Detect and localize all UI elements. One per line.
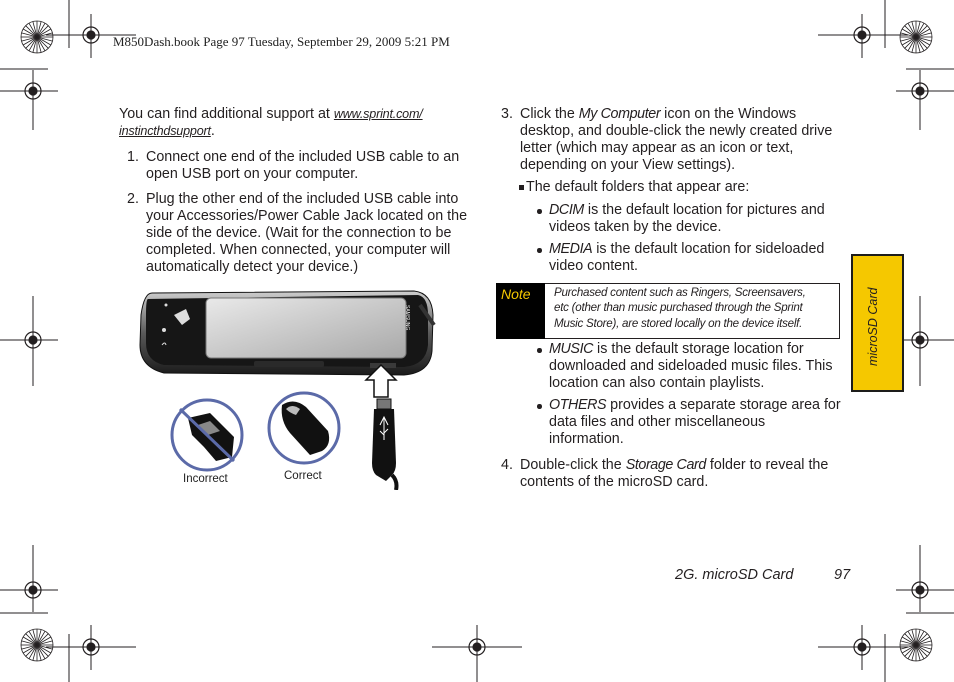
step-2-number: 2.: [127, 191, 139, 207]
step-3-number: 3.: [501, 106, 513, 122]
step-3-prefix: Click the: [520, 106, 579, 122]
my-computer-term: My Computer: [578, 106, 661, 122]
device-brand-text: SAMSUNG: [404, 305, 410, 331]
correct-connector-icon: [269, 393, 339, 463]
folder-media: [549, 241, 849, 275]
support-link[interactable]: www.sprint.com/: [333, 107, 423, 121]
step-3-text: [520, 106, 850, 174]
correct-caption: Correct: [284, 470, 322, 482]
step-2-line: completed. When connected, your computer will: [146, 242, 451, 259]
page-number: 97: [834, 567, 851, 583]
usb-connection-figure: [134, 285, 444, 490]
storage-card-term: Storage Card: [625, 457, 706, 473]
folders-intro: The default folders that appear are:: [526, 179, 750, 195]
folder-desc: information.: [549, 431, 624, 448]
folder-desc: provides a separate storage area for: [606, 397, 841, 413]
note-line: Purchased content such as Ringers, Screensavers,: [554, 286, 806, 299]
note-line: Music Store), are stored locally on the device itself.: [554, 316, 803, 330]
step-1-line: open USB port on your computer.: [146, 166, 359, 183]
step-4-line: contents of the microSD card.: [520, 474, 709, 491]
bullet-icon: [537, 209, 542, 214]
incorrect-connector-icon: [172, 400, 242, 470]
folder-desc: data files and other miscellaneous: [549, 414, 766, 431]
phone-device-icon: [140, 291, 434, 375]
side-tab-label: microSD Card: [866, 287, 880, 366]
step-1-line: Connect one end of the included USB cable to an: [146, 149, 460, 165]
step-3-line: desktop, and double-click the newly created drive: [520, 123, 833, 140]
incorrect-caption: Incorrect: [183, 473, 228, 485]
square-bullet-icon: [519, 185, 524, 190]
step-2-line: automatically detect your device.): [146, 259, 359, 276]
folder-name: MUSIC: [549, 341, 594, 357]
step-2-text: [146, 191, 486, 276]
step-4-suffix: folder to reveal the: [705, 457, 829, 473]
intro-period: .: [210, 123, 215, 140]
step-1-text: [146, 149, 486, 183]
folder-desc: is the default storage location for: [593, 341, 804, 357]
step-4-prefix: Double-click the: [520, 457, 626, 473]
folder-desc: location can also contain playlists.: [549, 375, 765, 392]
folder-others: [549, 397, 849, 448]
folder-dcim: [549, 202, 849, 236]
folder-desc: is the default location for pictures and: [583, 202, 825, 218]
bullet-icon: [537, 404, 542, 409]
folder-music: [549, 341, 849, 392]
folder-name: MEDIA: [549, 241, 593, 257]
folder-name: DCIM: [549, 202, 584, 218]
note-line: etc (other than music purchased through the Sprint: [554, 301, 803, 315]
intro-text: You can find additional support at: [119, 106, 334, 122]
step-3-line: letter (which may appear as an icon or text,: [520, 140, 794, 157]
step-2-line: side of the device. (Wait for the connection to be: [146, 225, 452, 242]
folder-name: OTHERS: [549, 397, 607, 413]
step-3-suffix: icon on the Windows: [660, 106, 797, 122]
folder-desc: is the default location for sideloaded: [592, 241, 825, 257]
step-2-line: Plug the other end of the included USB cable into: [146, 191, 459, 207]
note-label: Note: [496, 283, 545, 339]
step-2-line: your Accessories/Power Cable Jack located on the: [146, 208, 468, 225]
book-info-header: M850Dash.book Page 97 Tuesday, September 29, 2009 5:21 PM: [113, 34, 450, 49]
step-4-text: [520, 457, 850, 491]
folder-desc: downloaded and sideloaded music files. This: [549, 358, 833, 375]
bullet-icon: [537, 348, 542, 353]
step-1-number: 1.: [127, 149, 139, 165]
intro-paragraph: [119, 106, 469, 140]
folder-desc: video content.: [549, 258, 639, 275]
note-text: [554, 285, 836, 331]
usb-plug-icon: [372, 399, 397, 490]
bullet-icon: [537, 248, 542, 253]
support-link-cont[interactable]: instincthdsupport: [119, 124, 211, 139]
step-4-number: 4.: [501, 457, 513, 473]
folder-desc: videos taken by the device.: [549, 219, 722, 236]
footer-section-title: 2G. microSD Card: [675, 567, 794, 583]
step-3-line: depending on your View settings).: [520, 157, 736, 174]
